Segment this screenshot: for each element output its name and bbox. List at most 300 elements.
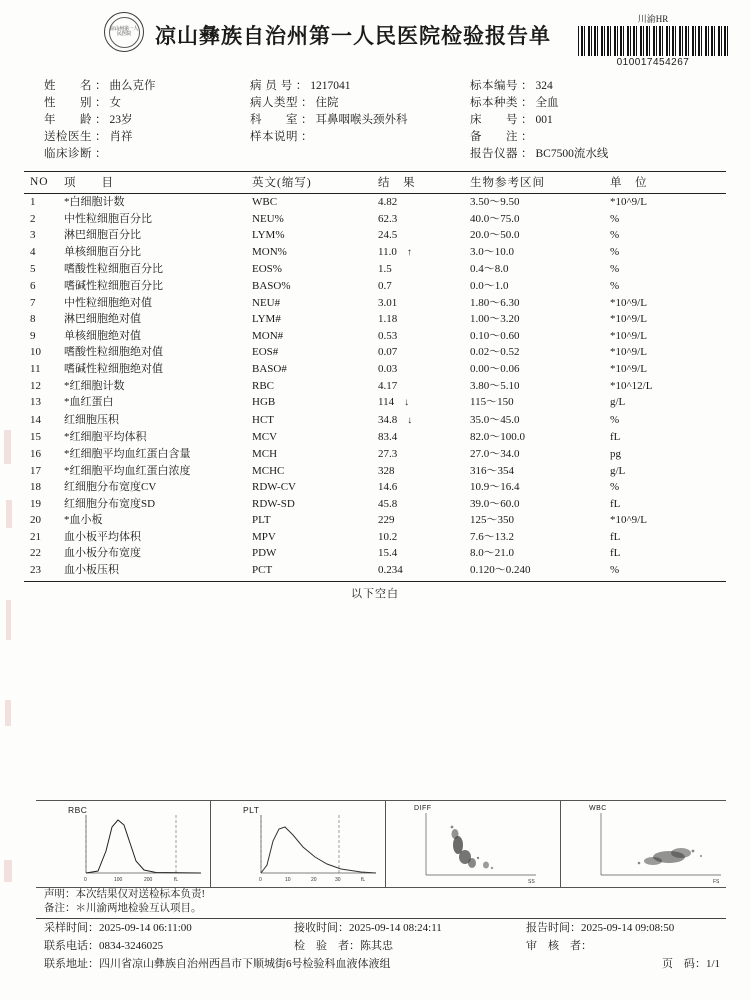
cell-english: LYM# bbox=[252, 313, 281, 326]
result-value: 0.03 bbox=[378, 362, 398, 375]
field-diagnosis-label: 临床诊断 bbox=[44, 148, 92, 160]
cell-item: 嗜碱性粒细胞绝对值 bbox=[64, 362, 163, 375]
field-bed-no-value: 001 bbox=[535, 114, 553, 126]
field-remark bbox=[470, 129, 714, 146]
colon: ： bbox=[95, 131, 107, 143]
table-row bbox=[24, 562, 726, 579]
cell-result bbox=[378, 295, 470, 312]
cell-result bbox=[378, 496, 470, 513]
cell-result bbox=[378, 545, 470, 562]
patient-info-row bbox=[44, 95, 714, 112]
svg-text:fL: fL bbox=[174, 877, 179, 883]
field-checker: 检 验 者：陈其忠 bbox=[294, 940, 393, 952]
low-flag-icon: ↓ bbox=[407, 414, 413, 426]
footer-row-times bbox=[36, 919, 726, 937]
field-age-value: 23岁 bbox=[109, 114, 133, 126]
cell-reference: 40.0～75.0 bbox=[470, 212, 520, 225]
cell-item: 血小板平均体积 bbox=[64, 530, 141, 543]
page-title: 凉山彝族自治州第一人民医院检验报告单 bbox=[155, 24, 551, 48]
cell-item: *红细胞平均血红蛋白含量 bbox=[64, 447, 191, 460]
cell-reference: 39.0～60.0 bbox=[470, 497, 520, 510]
high-flag-icon: ↑ bbox=[406, 246, 412, 258]
colon: ： bbox=[95, 114, 107, 126]
cell-result bbox=[378, 529, 470, 546]
cell-reference: 10.9～16.4 bbox=[470, 481, 520, 494]
colon: ： bbox=[521, 148, 533, 160]
field-sample-time-label: 采样时间 bbox=[44, 922, 88, 934]
field-instrument-label: 报告仪器 bbox=[470, 148, 518, 160]
barcode-icon bbox=[578, 26, 728, 56]
table-row bbox=[24, 412, 726, 430]
cell-no: 5 bbox=[30, 263, 36, 276]
cell-english: MCH bbox=[252, 447, 278, 460]
col-header-reference: 生物参考区间 bbox=[470, 172, 610, 194]
cell-unit: % bbox=[610, 229, 620, 242]
result-value: 83.4 bbox=[378, 431, 398, 444]
field-page-no: 页 码：1/1 bbox=[661, 958, 720, 970]
field-auditor-label: 审 核 者 bbox=[526, 940, 581, 952]
table-row bbox=[24, 344, 726, 361]
field-bed-no bbox=[470, 112, 714, 129]
cell-no: 12 bbox=[30, 379, 41, 392]
result-value: 328 bbox=[378, 464, 395, 477]
field-sample-desc-label: 样本说明 bbox=[250, 131, 298, 143]
field-patient-type-label: 病人类型 bbox=[250, 97, 298, 109]
cell-reference: 1.00～3.20 bbox=[470, 313, 520, 326]
result-value: 0.07 bbox=[378, 346, 398, 359]
cell-english: RBC bbox=[252, 379, 275, 392]
chart-diff bbox=[386, 801, 561, 887]
cell-reference: 82.0～100.0 bbox=[470, 431, 525, 444]
cell-no: 19 bbox=[30, 497, 41, 510]
cell-english: MCHC bbox=[252, 464, 285, 477]
charts-area bbox=[36, 800, 726, 888]
cell-reference: 0.00～0.06 bbox=[470, 362, 520, 375]
field-age bbox=[44, 112, 250, 129]
result-value: 1.5 bbox=[378, 263, 392, 276]
cell-no: 3 bbox=[30, 229, 36, 242]
table-row bbox=[24, 211, 726, 228]
field-patient-type-value: 住院 bbox=[315, 97, 339, 109]
table-row bbox=[24, 311, 726, 328]
svg-text:FS: FS bbox=[713, 879, 720, 885]
cell-reference: 7.6～13.2 bbox=[470, 530, 514, 543]
result-value: 62.3 bbox=[378, 212, 398, 225]
patient-info-row bbox=[44, 112, 714, 129]
cell-unit: % bbox=[610, 245, 620, 258]
cell-no: 2 bbox=[30, 212, 36, 225]
cell-english: MON# bbox=[252, 329, 284, 342]
cell-no: 7 bbox=[30, 296, 36, 309]
cell-no: 8 bbox=[30, 313, 36, 326]
cell-reference: 27.0～34.0 bbox=[470, 447, 520, 460]
svg-text:fL: fL bbox=[361, 877, 366, 883]
cell-item: 淋巴细胞绝对值 bbox=[64, 313, 141, 326]
result-value: 45.8 bbox=[378, 497, 398, 510]
field-sender-label: 送检医生 bbox=[44, 131, 92, 143]
chart-rbc-plot bbox=[36, 801, 211, 887]
cell-english: MCV bbox=[252, 431, 278, 444]
cell-reference: 35.0～45.0 bbox=[470, 413, 520, 426]
table-row bbox=[24, 227, 726, 244]
colon: ： bbox=[521, 80, 533, 92]
cell-no: 22 bbox=[30, 547, 41, 560]
result-value: 34.8 bbox=[378, 413, 398, 426]
barcode-area bbox=[578, 12, 728, 68]
cell-result bbox=[378, 394, 470, 412]
field-sample-time: 采样时间：2025-09-14 06:11:00 bbox=[44, 922, 192, 934]
field-department bbox=[250, 112, 470, 129]
cell-result bbox=[378, 344, 470, 361]
field-name-label: 姓 名 bbox=[44, 80, 92, 92]
cell-english: NEU# bbox=[252, 296, 281, 309]
cell-item: 红细胞压积 bbox=[64, 413, 119, 426]
svg-text:SS: SS bbox=[528, 879, 535, 885]
cell-unit: fL bbox=[610, 530, 621, 543]
table-row bbox=[24, 545, 726, 562]
cell-item: 淋巴细胞百分比 bbox=[64, 229, 141, 242]
barcode-number: 010017454267 bbox=[616, 57, 690, 68]
field-patient-no-value: 1217041 bbox=[310, 80, 351, 92]
field-instrument-value: BC7500流水线 bbox=[535, 148, 609, 160]
cell-unit: % bbox=[610, 564, 620, 577]
cell-no: 11 bbox=[30, 362, 41, 375]
cell-reference: 20.0～50.0 bbox=[470, 229, 520, 242]
field-page-no-value: 1/1 bbox=[705, 958, 720, 970]
cell-no: 16 bbox=[30, 447, 41, 460]
chart-plt-title: PLT bbox=[243, 805, 260, 815]
cell-english: MON% bbox=[252, 245, 287, 258]
scan-artifact bbox=[4, 430, 11, 464]
cell-result bbox=[378, 211, 470, 228]
cell-reference: 115～150 bbox=[470, 396, 514, 409]
cell-result bbox=[378, 446, 470, 463]
statement-text: 声明：本次结果仅对送检标本负责! bbox=[44, 889, 205, 900]
colon: ： bbox=[295, 80, 308, 92]
cell-item: 嗜碱性粒细胞百分比 bbox=[64, 279, 163, 292]
cell-unit: *10^12/L bbox=[610, 379, 653, 392]
cell-unit: pg bbox=[610, 447, 621, 460]
cell-reference: 3.0～10.0 bbox=[470, 245, 514, 258]
cell-reference: 3.50～9.50 bbox=[470, 196, 520, 208]
result-value: 10.2 bbox=[378, 530, 398, 543]
field-page-no-label: 页 码 bbox=[661, 958, 695, 970]
cell-reference: 3.80～5.10 bbox=[470, 379, 520, 392]
patient-info-row bbox=[44, 146, 714, 163]
cell-unit: % bbox=[610, 279, 620, 292]
chart-rbc bbox=[36, 801, 211, 887]
table-row bbox=[24, 463, 726, 480]
cell-unit: *10^9/L bbox=[610, 346, 647, 359]
cell-english: PCT bbox=[252, 564, 273, 577]
colon: ： bbox=[521, 114, 533, 126]
col-header-result: 结 果 bbox=[378, 172, 470, 194]
cell-result bbox=[378, 311, 470, 328]
cell-no: 4 bbox=[30, 245, 36, 258]
notes-block bbox=[44, 888, 205, 916]
cell-reference: 316～354 bbox=[470, 464, 514, 477]
cell-english: EOS# bbox=[252, 346, 279, 359]
cell-unit: fL bbox=[610, 431, 621, 444]
svg-text:30: 30 bbox=[335, 877, 341, 883]
field-specimen-type bbox=[470, 95, 714, 112]
table-row bbox=[24, 429, 726, 446]
footer-row-contacts bbox=[36, 937, 726, 955]
field-name-value: 曲么克作 bbox=[109, 80, 156, 92]
field-specimen-type-label: 标本种类 bbox=[470, 97, 518, 109]
cell-item: *红细胞平均血红蛋白浓度 bbox=[64, 464, 191, 477]
table-row bbox=[24, 194, 726, 211]
cell-result bbox=[378, 429, 470, 446]
cell-reference: 0.02～0.52 bbox=[470, 346, 520, 359]
cell-item: *红细胞平均体积 bbox=[64, 431, 147, 444]
table-row bbox=[24, 295, 726, 312]
cell-result bbox=[378, 194, 470, 211]
field-address-label: 联系地址 bbox=[44, 958, 88, 970]
field-patient-no-label: 病 员 号 bbox=[250, 80, 293, 92]
cell-reference: 0.10～0.60 bbox=[470, 329, 520, 342]
cell-item: *红细胞计数 bbox=[64, 379, 125, 392]
cell-result bbox=[378, 261, 470, 278]
field-report-time-label: 报告时间 bbox=[526, 922, 570, 934]
table-header-row bbox=[24, 172, 726, 194]
result-value: 0.7 bbox=[378, 279, 392, 292]
cell-unit: g/L bbox=[610, 396, 626, 409]
cell-item: 中性粒细胞绝对值 bbox=[64, 296, 152, 309]
table-row bbox=[24, 278, 726, 295]
cell-english: EOS% bbox=[252, 263, 282, 276]
field-sample-desc bbox=[250, 129, 470, 146]
cell-unit: *10^9/L bbox=[610, 296, 647, 309]
colon: ： bbox=[95, 148, 107, 160]
field-specimen-no-value: 324 bbox=[535, 80, 553, 92]
result-value: 3.01 bbox=[378, 296, 398, 309]
field-department-label: 科 室 bbox=[250, 114, 298, 126]
cell-unit: fL bbox=[610, 547, 621, 560]
cell-english: BASO# bbox=[252, 362, 287, 375]
cell-english: MPV bbox=[252, 530, 276, 543]
hospital-logo-icon bbox=[104, 12, 144, 52]
colon: ： bbox=[95, 97, 107, 109]
report-footer bbox=[36, 918, 726, 973]
cell-no: 23 bbox=[30, 564, 41, 577]
field-checker-value: 陈其忠 bbox=[360, 940, 393, 952]
scan-artifact bbox=[6, 600, 11, 640]
result-value: 0.234 bbox=[378, 564, 403, 577]
colon: ： bbox=[521, 131, 533, 143]
cell-reference: 8.0～21.0 bbox=[470, 547, 514, 560]
cell-item: 血小板压积 bbox=[64, 564, 119, 577]
cell-english: HGB bbox=[252, 396, 276, 409]
cell-result bbox=[378, 361, 470, 378]
colon: ： bbox=[301, 97, 313, 109]
cell-no: 6 bbox=[30, 279, 36, 292]
cell-english: RDW-CV bbox=[252, 481, 296, 494]
col-header-item: 项 目 bbox=[64, 172, 252, 194]
field-address-value: 四川省凉山彝族自治州西昌市下顺城街6号检验科血液体液组 bbox=[99, 958, 391, 970]
field-phone-value: 0834-3246025 bbox=[99, 940, 164, 952]
cell-unit: *10^9/L bbox=[610, 514, 647, 527]
cell-no: 21 bbox=[30, 530, 41, 543]
field-bed-no-label: 床 号 bbox=[470, 114, 518, 126]
chart-wbc-title: WBC bbox=[589, 805, 607, 812]
field-gender-label: 性 别 bbox=[44, 97, 92, 109]
cell-english: RDW-SD bbox=[252, 497, 295, 510]
svg-text:0: 0 bbox=[259, 877, 262, 883]
results-table-wrap bbox=[24, 171, 726, 601]
result-value: 14.6 bbox=[378, 481, 398, 494]
result-value: 4.17 bbox=[378, 379, 398, 392]
cell-unit: *10^9/L bbox=[610, 196, 647, 208]
col-header-unit: 单 位 bbox=[610, 172, 726, 194]
colon: ： bbox=[301, 131, 313, 143]
col-header-no: NO bbox=[24, 172, 64, 194]
colon: ： bbox=[95, 80, 107, 92]
cell-english: LYM% bbox=[252, 229, 285, 242]
cell-item: *血小板 bbox=[64, 514, 103, 527]
scan-artifact bbox=[5, 700, 11, 726]
table-row bbox=[24, 328, 726, 345]
cell-unit: *10^9/L bbox=[610, 313, 647, 326]
cell-english: HCT bbox=[252, 413, 274, 426]
patient-info-row bbox=[44, 129, 714, 146]
results-table-body bbox=[24, 194, 726, 579]
table-row bbox=[24, 529, 726, 546]
result-value: 15.4 bbox=[378, 547, 398, 560]
cell-reference: 1.80～6.30 bbox=[470, 296, 520, 309]
table-row bbox=[24, 361, 726, 378]
field-auditor: 审 核 者： bbox=[526, 940, 592, 952]
table-row bbox=[24, 496, 726, 513]
cell-unit: % bbox=[610, 212, 620, 225]
field-specimen-no bbox=[470, 78, 714, 95]
svg-text:20: 20 bbox=[311, 877, 317, 883]
result-value: 0.53 bbox=[378, 329, 398, 342]
field-sender-value: 肖祥 bbox=[109, 131, 133, 143]
colon: ： bbox=[301, 114, 313, 126]
cell-result bbox=[378, 562, 470, 579]
field-receive-time-value: 2025-09-14 08:24:11 bbox=[349, 922, 442, 934]
field-report-time-value: 2025-09-14 09:08:50 bbox=[581, 922, 675, 934]
field-checker-label: 检 验 者 bbox=[294, 940, 349, 952]
svg-text:0: 0 bbox=[84, 877, 87, 883]
spacer bbox=[250, 146, 470, 163]
cell-item: *血红蛋白 bbox=[64, 396, 114, 409]
field-remark-label: 备 注 bbox=[470, 131, 518, 143]
result-value: 1.18 bbox=[378, 313, 398, 326]
field-address: 联系地址：四川省凉山彝族自治州西昌市下顺城街6号检验科血液体液组 bbox=[44, 958, 391, 970]
cell-english: PLT bbox=[252, 514, 271, 527]
field-receive-time-label: 接收时间 bbox=[294, 922, 338, 934]
cell-no: 18 bbox=[30, 481, 41, 494]
report-header bbox=[0, 0, 750, 70]
field-phone-label: 联系电话 bbox=[44, 940, 88, 952]
cell-result bbox=[378, 378, 470, 395]
footer-row-address bbox=[36, 955, 726, 973]
remark-text: 备注：＊川渝两地检验互认项目。 bbox=[44, 903, 202, 914]
field-sender bbox=[44, 129, 250, 146]
field-gender bbox=[44, 95, 250, 112]
table-row bbox=[24, 378, 726, 395]
table-row bbox=[24, 244, 726, 262]
patient-info-row bbox=[44, 78, 714, 95]
hospital-logo-text: 凉山州第一人民医院 bbox=[109, 26, 139, 37]
cell-unit: *10^9/L bbox=[610, 362, 647, 375]
cell-item: 嗜酸性粒细胞百分比 bbox=[64, 263, 163, 276]
table-bottom-rule bbox=[24, 581, 726, 582]
table-row bbox=[24, 512, 726, 529]
field-department-value: 耳鼻咽喉头颈外科 bbox=[315, 114, 408, 126]
result-value: 27.3 bbox=[378, 447, 398, 460]
chart-plt bbox=[211, 801, 386, 887]
cell-result bbox=[378, 479, 470, 496]
cell-english: NEU% bbox=[252, 212, 284, 225]
cell-item: 单核细胞绝对值 bbox=[64, 329, 141, 342]
barcode-label: 川渝HR bbox=[637, 14, 669, 24]
field-receive-time: 接收时间：2025-09-14 08:24:11 bbox=[294, 922, 442, 934]
cell-reference: 0.120～0.240 bbox=[470, 564, 531, 577]
chart-plt-plot bbox=[211, 801, 386, 887]
low-flag-icon: ↓ bbox=[404, 397, 410, 409]
cell-item: 嗜酸性粒细胞绝对值 bbox=[64, 346, 163, 359]
field-report-time: 报告时间：2025-09-14 09:08:50 bbox=[526, 922, 675, 934]
cell-no: 20 bbox=[30, 514, 41, 527]
field-specimen-type-value: 全血 bbox=[535, 97, 559, 109]
cell-no: 9 bbox=[30, 329, 36, 342]
cell-result bbox=[378, 244, 470, 262]
table-row bbox=[24, 394, 726, 412]
field-patient-type bbox=[250, 95, 470, 112]
cell-result bbox=[378, 463, 470, 480]
cell-reference: 0.4～8.0 bbox=[470, 263, 509, 276]
results-table-head bbox=[24, 172, 726, 194]
scan-artifact bbox=[4, 860, 12, 882]
cell-unit: % bbox=[610, 263, 620, 276]
cell-reference: 0.0～1.0 bbox=[470, 279, 509, 292]
results-table bbox=[24, 171, 726, 579]
cell-no: 15 bbox=[30, 431, 41, 444]
result-value: 11.0 bbox=[378, 245, 397, 258]
chart-rbc-title: RBC bbox=[68, 805, 88, 815]
chart-wbc-scatter bbox=[561, 801, 746, 887]
table-row bbox=[24, 261, 726, 278]
cell-english: PDW bbox=[252, 547, 277, 560]
chart-diff-scatter bbox=[386, 801, 561, 887]
svg-text:200: 200 bbox=[144, 877, 153, 883]
cell-unit: g/L bbox=[610, 464, 626, 477]
svg-text:10: 10 bbox=[285, 877, 291, 883]
cell-reference: 125～350 bbox=[470, 514, 514, 527]
blank-note: 以下空白 bbox=[351, 587, 399, 600]
cell-result bbox=[378, 278, 470, 295]
table-row bbox=[24, 479, 726, 496]
result-value: 4.82 bbox=[378, 196, 398, 208]
cell-result bbox=[378, 512, 470, 529]
field-age-label: 年 龄 bbox=[44, 114, 92, 126]
cell-item: *白细胞计数 bbox=[64, 196, 125, 208]
field-specimen-no-label: 标本编号 bbox=[470, 80, 518, 92]
patient-info-block bbox=[44, 78, 714, 163]
field-name bbox=[44, 78, 250, 95]
cell-result bbox=[378, 328, 470, 345]
scan-artifact bbox=[6, 500, 12, 528]
cell-no: 10 bbox=[30, 346, 41, 359]
chart-wbc bbox=[561, 801, 726, 887]
cell-result bbox=[378, 227, 470, 244]
cell-item: 血小板分布宽度 bbox=[64, 547, 141, 560]
cell-english: BASO% bbox=[252, 279, 291, 292]
chart-diff-title: DIFF bbox=[414, 805, 432, 812]
